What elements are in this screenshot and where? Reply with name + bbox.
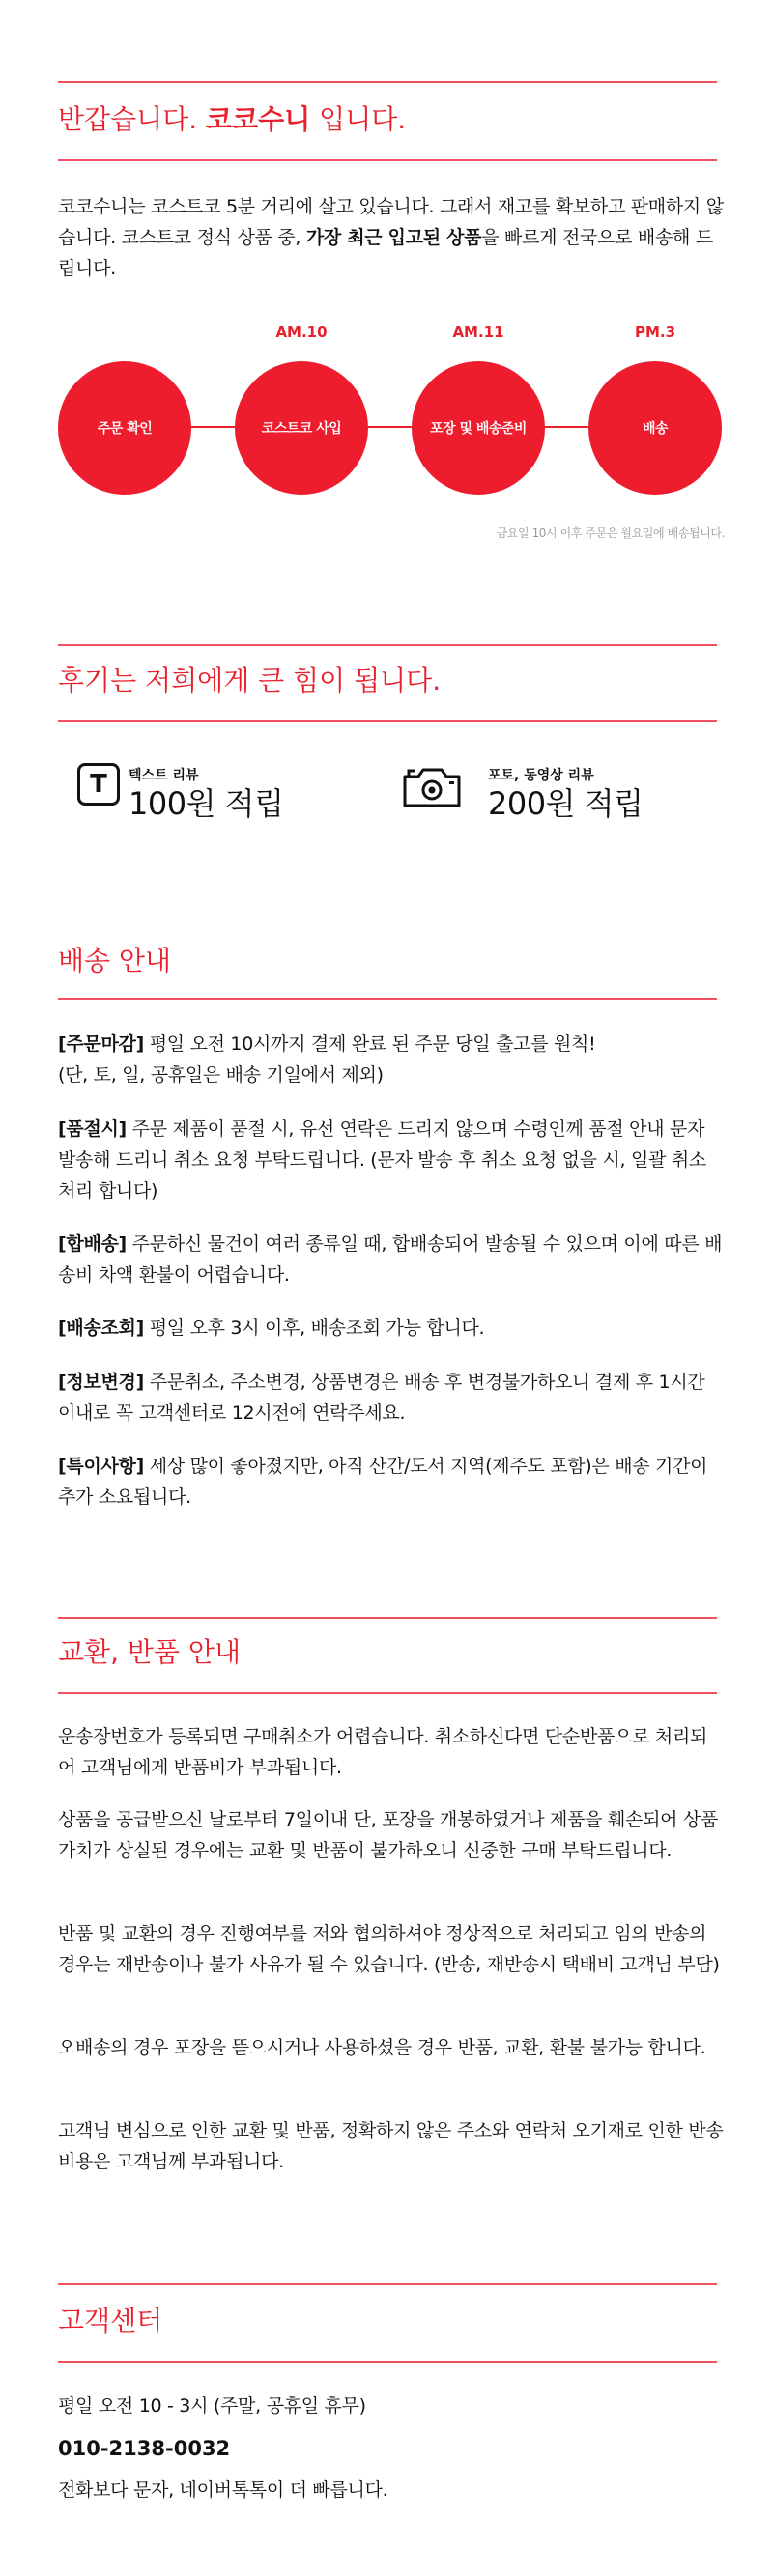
step-time: AM.11 [452, 324, 504, 341]
returns-paragraph: 반품 및 교환의 경우 진행여부를 저와 협의하셔야 정상적으로 처리되고 임의 반송의 경우는 재반송이나 불가 사유가 될 수 있습니다. (반송, 재반송시 택배비 고객님 부담) [58, 1923, 720, 1975]
divider [58, 81, 717, 83]
reward-value: 200원 적립 [488, 785, 644, 822]
step-label: 코스트코 사입 [261, 421, 342, 437]
support-note: 전화보다 문자, 네이버톡톡이 더 빠릅니다. [58, 2479, 388, 2501]
support-phone[interactable]: 010-2138-0032 [58, 2437, 231, 2460]
divider [58, 644, 717, 646]
shipping-tag: [합배송] [58, 1233, 127, 1255]
shipping-text: 주문하신 물건이 여러 종류일 때, 합배송되어 발송될 수 있으며 이에 따른 배송비 차액 환불이 어렵습니다. [58, 1233, 723, 1286]
camera-icon [401, 763, 463, 809]
step-packing [412, 361, 545, 495]
shipping-tag: [정보변경] [58, 1372, 144, 1393]
intro-title-suffix: 입니다. [310, 103, 407, 135]
shipping-tag: [품절시] [58, 1118, 127, 1140]
returns-paragraph: 고객님 변심으로 인한 교환 및 반품, 정확하지 않은 주소와 연락처 오기재로 인한 반송비용은 고객님께 부과됩니다. [58, 2120, 724, 2172]
shipping-text: 주문취소, 주소변경, 상품변경은 배송 후 변경불가하오니 결제 후 1시간 이내로 꼭 고객센터로 12시전에 연락주세요. [58, 1372, 705, 1424]
step-label: 배송 [642, 421, 669, 437]
intro-text-part: 코코수니는 코스트코 5분 거리에 살고 있습니다. 그래서 재고를 확보하고 판매하지 않습니다. 코스트코 정식 상품 중, [58, 196, 724, 248]
divider [58, 1617, 717, 1619]
divider [58, 998, 717, 1000]
returns-paragraph: 운송장번호가 등록되면 구매취소가 어렵습니다. 취소하신다면 단순반품으로 처리되어 고객님에게 반품비가 부과됩니다. [58, 1726, 708, 1778]
shipping-item [58, 1451, 725, 1513]
divider [58, 2283, 717, 2285]
support-hours: 평일 오전 10 - 3시 (주말, 공휴일 휴무) [58, 2395, 366, 2417]
returns-paragraph: 오배송의 경우 포장을 뜯으시거나 사용하셨을 경우 반품, 교환, 환불 불가능 합니다. [58, 2037, 706, 2058]
shipping-text: 주문 제품이 품절 시, 유선 연락은 드리지 않으며 수령인께 품절 안내 문자 발송해 드리니 취소 요청 부탁드립니다. (문자 발송 후 취소 요청 없을 시, 일괄 취소 처리 합니다) [58, 1118, 706, 1202]
shipping-text: 세상 많이 좋아졌지만, 아직 산간/도서 지역(제주도 포함)은 배송 기간이 추가 소요됩니다. [58, 1456, 708, 1508]
shipping-item [58, 1313, 725, 1344]
shipping-item [58, 1029, 725, 1090]
shipping-item [58, 1114, 725, 1206]
flow-note: 금요일 10시 이후 주문은 월요일에 배송됩니다. [496, 526, 725, 540]
step-label: 주문 확인 [97, 421, 153, 437]
step-costco-purchase [235, 361, 368, 495]
intro-title-brand: 코코수니 [206, 103, 311, 135]
flow-connector [116, 426, 657, 428]
shipping-title: 배송 안내 [58, 945, 172, 977]
intro-text [58, 191, 725, 284]
shipping-item [58, 1229, 725, 1290]
reward-label: 포토, 동영상 리뷰 [488, 768, 594, 783]
step-delivery [588, 361, 722, 495]
intro-title-prefix: 반갑습니다. [58, 103, 207, 135]
divider [58, 1692, 717, 1694]
divider [58, 720, 717, 722]
step-order-confirm [58, 361, 191, 495]
shipping-text: 평일 오전 10시까지 결제 완료 된 주문 당일 출고를 원칙! [143, 1033, 596, 1055]
step-time: PM.3 [634, 324, 676, 341]
intro-text-bold: 가장 최근 입고된 상품 [305, 227, 482, 248]
step-time: AM.10 [275, 324, 328, 341]
shipping-tag: [특이사항] [58, 1456, 144, 1477]
text-review-reward [58, 763, 348, 831]
reward-value: 100원 적립 [129, 785, 284, 822]
returns-title: 교환, 반품 안내 [58, 1636, 241, 1668]
order-flow [58, 324, 725, 555]
divider [58, 2361, 717, 2363]
intro-text-part: 을 빠르게 전국으로 배송해 드립니다. [58, 227, 713, 279]
shipping-item [58, 1367, 725, 1429]
intro-title [58, 100, 406, 139]
review-title: 후기는 저희에게 큰 힘이 됩니다. [58, 665, 442, 696]
shipping-text: 평일 오후 3시 이후, 배송조회 가능 합니다. [143, 1317, 485, 1339]
shipping-tag: [배송조회] [58, 1317, 144, 1339]
text-review-icon: T [77, 763, 120, 806]
divider [58, 159, 717, 161]
shipping-tag: [주문마감] [58, 1033, 144, 1055]
shipping-text-line2: (단, 토, 일, 공휴일은 배송 기일에서 제외) [58, 1064, 384, 1086]
returns-paragraph: 상품을 공급받으신 날로부터 7일이내 단, 포장을 개봉하였거나 제품을 훼손되어 상품가치가 상실된 경우에는 교환 및 반품이 불가하오니 신중한 구매 부탁드립니다. [58, 1809, 719, 1861]
step-label: 포장 및 배송준비 [430, 421, 527, 437]
photo-review-reward [401, 763, 720, 831]
support-title: 고객센터 [58, 2305, 163, 2336]
reward-label: 텍스트 리뷰 [129, 768, 199, 783]
